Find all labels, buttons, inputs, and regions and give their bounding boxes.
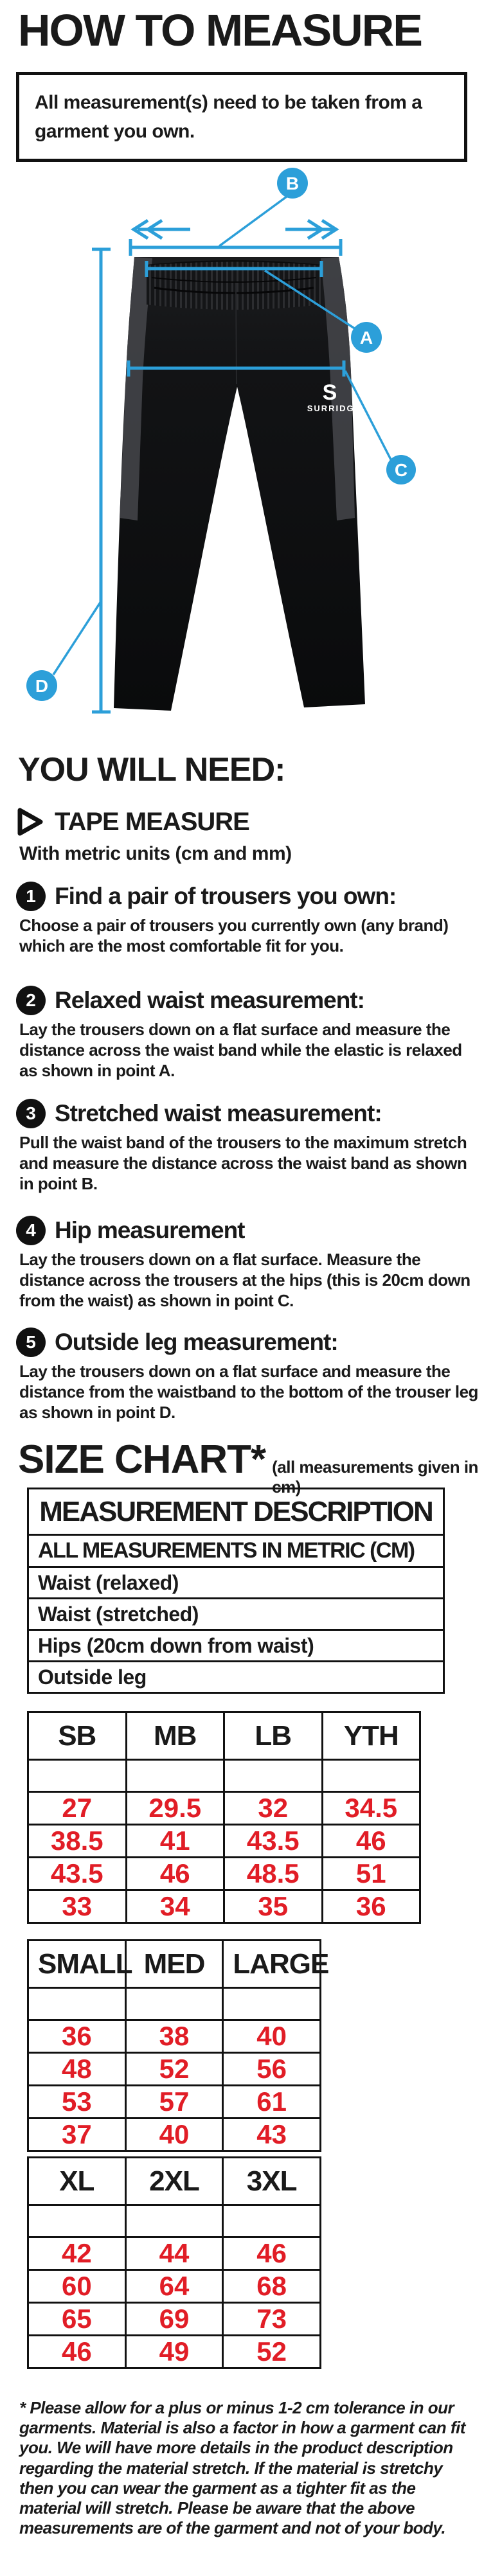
value-cell: 53 <box>28 2086 126 2119</box>
col-sb: SB <box>28 1712 127 1760</box>
col-mb: MB <box>126 1712 224 1760</box>
value-cell: 40 <box>125 2119 223 2151</box>
tape-measure-note: With metric units (cm and mm) <box>19 843 292 864</box>
stretched-waist-line <box>130 197 341 256</box>
step-5-title: Outside leg measurement: <box>55 1329 338 1355</box>
value-cell: 41 <box>126 1825 224 1858</box>
col-2xl: 2XL <box>125 2158 223 2205</box>
col-lb: LB <box>224 1712 323 1760</box>
size-table-xl <box>27 2156 321 2369</box>
surridge-s-icon: S <box>322 380 337 405</box>
value-cell: 35 <box>224 1890 323 1923</box>
value-cell: 64 <box>125 2270 223 2303</box>
outside-leg-values <box>28 2119 321 2151</box>
value-cell: 38 <box>125 2020 223 2053</box>
value-cell: 43.5 <box>224 1825 323 1858</box>
col-large: LARGE <box>223 1941 321 1988</box>
size-table-adult <box>27 1939 329 2152</box>
point-a-label: A <box>359 328 373 348</box>
empty-cell <box>28 1760 127 1792</box>
value-cell: 60 <box>28 2270 126 2303</box>
empty-cell <box>223 1988 321 2020</box>
value-cell: 68 <box>223 2270 321 2303</box>
hips-values <box>28 2086 321 2119</box>
page-title: HOW TO MEASURE <box>18 5 422 55</box>
step-5-number: 5 <box>16 1328 46 1357</box>
desc-table-subheader: ALL MEASUREMENTS IN METRIC (CM) <box>28 1535 444 1567</box>
trousers-graphic <box>114 257 365 711</box>
step-3-number: 3 <box>16 1099 46 1128</box>
col-xl: XL <box>28 2158 126 2205</box>
value-cell: 33 <box>28 1890 127 1923</box>
value-cell: 65 <box>28 2303 126 2336</box>
point-b-label: B <box>285 173 300 193</box>
empty-cell <box>125 1988 223 2020</box>
value-cell: 73 <box>223 2303 321 2336</box>
step-4-number: 4 <box>16 1216 46 1245</box>
step-3-body: Pull the waist band of the trousers to the maximum stretch and measure the distance across the waist band as shown in point B. <box>19 1133 467 1194</box>
empty-row <box>28 1988 321 2020</box>
step-3-title: Stretched waist measurement: <box>55 1100 382 1126</box>
you-will-need-heading: YOU WILL NEED: <box>18 751 285 788</box>
value-cell: 52 <box>125 2053 223 2086</box>
step-3 <box>16 1099 382 1128</box>
point-c-label: C <box>394 460 408 480</box>
surridge-wordmark: SURRIDGE <box>307 404 362 413</box>
col-small: SMALL <box>28 1941 126 1988</box>
value-cell: 27 <box>28 1792 127 1825</box>
value-cell: 51 <box>322 1858 420 1890</box>
value-cell: 38.5 <box>28 1825 127 1858</box>
empty-cell <box>125 2205 223 2237</box>
step-2-body: Lay the trousers down on a flat surface and measure the distance across the waist band while the elastic is relaxed as shown in point A. <box>19 1020 462 1081</box>
step-2-title: Relaxed waist measurement: <box>55 987 364 1013</box>
empty-row <box>28 1760 420 1792</box>
waist-relaxed-values <box>28 1792 420 1825</box>
desc-row-waist-relaxed: Waist (relaxed) <box>28 1567 444 1599</box>
value-cell: 49 <box>125 2336 223 2368</box>
value-cell: 44 <box>125 2237 223 2270</box>
value-cell: 69 <box>125 2303 223 2336</box>
empty-cell <box>28 1988 126 2020</box>
tape-measure-item <box>16 807 249 837</box>
table-header-row <box>28 2158 321 2205</box>
step-5-body: Lay the trousers down on a flat surface and measure the distance from the waistband to the bottom of the trouser leg as shown in point D. <box>19 1362 478 1423</box>
value-cell: 34.5 <box>322 1792 420 1825</box>
size-table-junior <box>27 1711 421 1924</box>
step-1-number: 1 <box>16 882 46 911</box>
step-4-body: Lay the trousers down on a flat surface. Measure the distance across the trousers at the hips (this is 20cm down from the waist) as shown in point C. <box>19 1250 471 1311</box>
value-cell: 46 <box>126 1858 224 1890</box>
value-cell: 37 <box>28 2119 126 2151</box>
desc-row-waist-stretched: Waist (stretched) <box>28 1599 444 1630</box>
size-chart-note: (all measurements given in cm) <box>272 1457 478 1497</box>
waist-relaxed-values <box>28 2020 321 2053</box>
hips-values <box>28 2303 321 2336</box>
value-cell: 46 <box>28 2336 126 2368</box>
value-cell: 48 <box>28 2053 126 2086</box>
value-cell: 43.5 <box>28 1858 127 1890</box>
measure-diagram <box>0 161 493 726</box>
value-cell: 29.5 <box>126 1792 224 1825</box>
desc-row-outside-leg: Outside leg <box>28 1662 444 1693</box>
col-3xl: 3XL <box>223 2158 321 2205</box>
empty-cell <box>322 1760 420 1792</box>
step-1-body: Choose a pair of trousers you currently own (any brand) which are the most comfortable fit for you. <box>19 916 449 956</box>
table-header-row <box>28 1712 420 1760</box>
value-cell: 36 <box>28 2020 126 2053</box>
value-cell: 61 <box>223 2086 321 2119</box>
waist-stretched-values <box>28 1825 420 1858</box>
value-cell: 32 <box>224 1792 323 1825</box>
outside-leg-values <box>28 2336 321 2368</box>
step-5 <box>16 1328 338 1357</box>
waist-relaxed-values <box>28 2237 321 2270</box>
step-1 <box>16 882 396 911</box>
col-yth: YTH <box>322 1712 420 1760</box>
table-header-row <box>28 1941 321 1988</box>
play-triangle-icon <box>16 807 44 837</box>
tape-measure-label: TAPE MEASURE <box>55 807 249 836</box>
point-d-label: D <box>35 676 49 696</box>
waist-stretched-values <box>28 2053 321 2086</box>
step-2-number: 2 <box>16 986 46 1015</box>
outside-leg-values <box>28 1890 420 1923</box>
outside-leg-line <box>53 249 111 712</box>
value-cell: 43 <box>223 2119 321 2151</box>
hips-values <box>28 1858 420 1890</box>
step-4 <box>16 1216 245 1245</box>
size-chart-heading: SIZE CHART* <box>18 1437 266 1482</box>
value-cell: 56 <box>223 2053 321 2086</box>
step-2 <box>16 986 364 1015</box>
value-cell: 52 <box>223 2336 321 2368</box>
desc-table-header: MEASUREMENT DESCRIPTION <box>28 1489 444 1535</box>
step-4-title: Hip measurement <box>55 1217 245 1243</box>
value-cell: 46 <box>223 2237 321 2270</box>
value-cell: 36 <box>322 1890 420 1923</box>
desc-row-hips: Hips (20cm down from waist) <box>28 1630 444 1662</box>
empty-cell <box>224 1760 323 1792</box>
measurement-description-table <box>27 1488 445 1694</box>
value-cell: 34 <box>126 1890 224 1923</box>
value-cell: 46 <box>322 1825 420 1858</box>
col-med: MED <box>125 1941 223 1988</box>
empty-cell <box>28 2205 126 2237</box>
value-cell: 42 <box>28 2237 126 2270</box>
step-1-title: Find a pair of trousers you own: <box>55 883 397 909</box>
value-cell: 57 <box>125 2086 223 2119</box>
disclaimer-text: * Please allow for a plus or minus 1-2 cm tolerance in our garments. Material is also a factor in how a garment can fit you. We will have more details in the product description regarding the material stretch. If the material is stretchy then you can wear the garment as a tighter fit as the material will stretch. Please be aware that the above measurements are of the garment and not of your body. <box>19 2398 465 2538</box>
value-cell: 40 <box>223 2020 321 2053</box>
waist-stretched-values <box>28 2270 321 2303</box>
empty-cell <box>126 1760 224 1792</box>
empty-cell <box>223 2205 321 2237</box>
notice-text: All measurement(s) need to be taken from a garment you own. <box>35 92 422 142</box>
value-cell: 48.5 <box>224 1858 323 1890</box>
empty-row <box>28 2205 321 2237</box>
notice-box <box>16 72 467 162</box>
